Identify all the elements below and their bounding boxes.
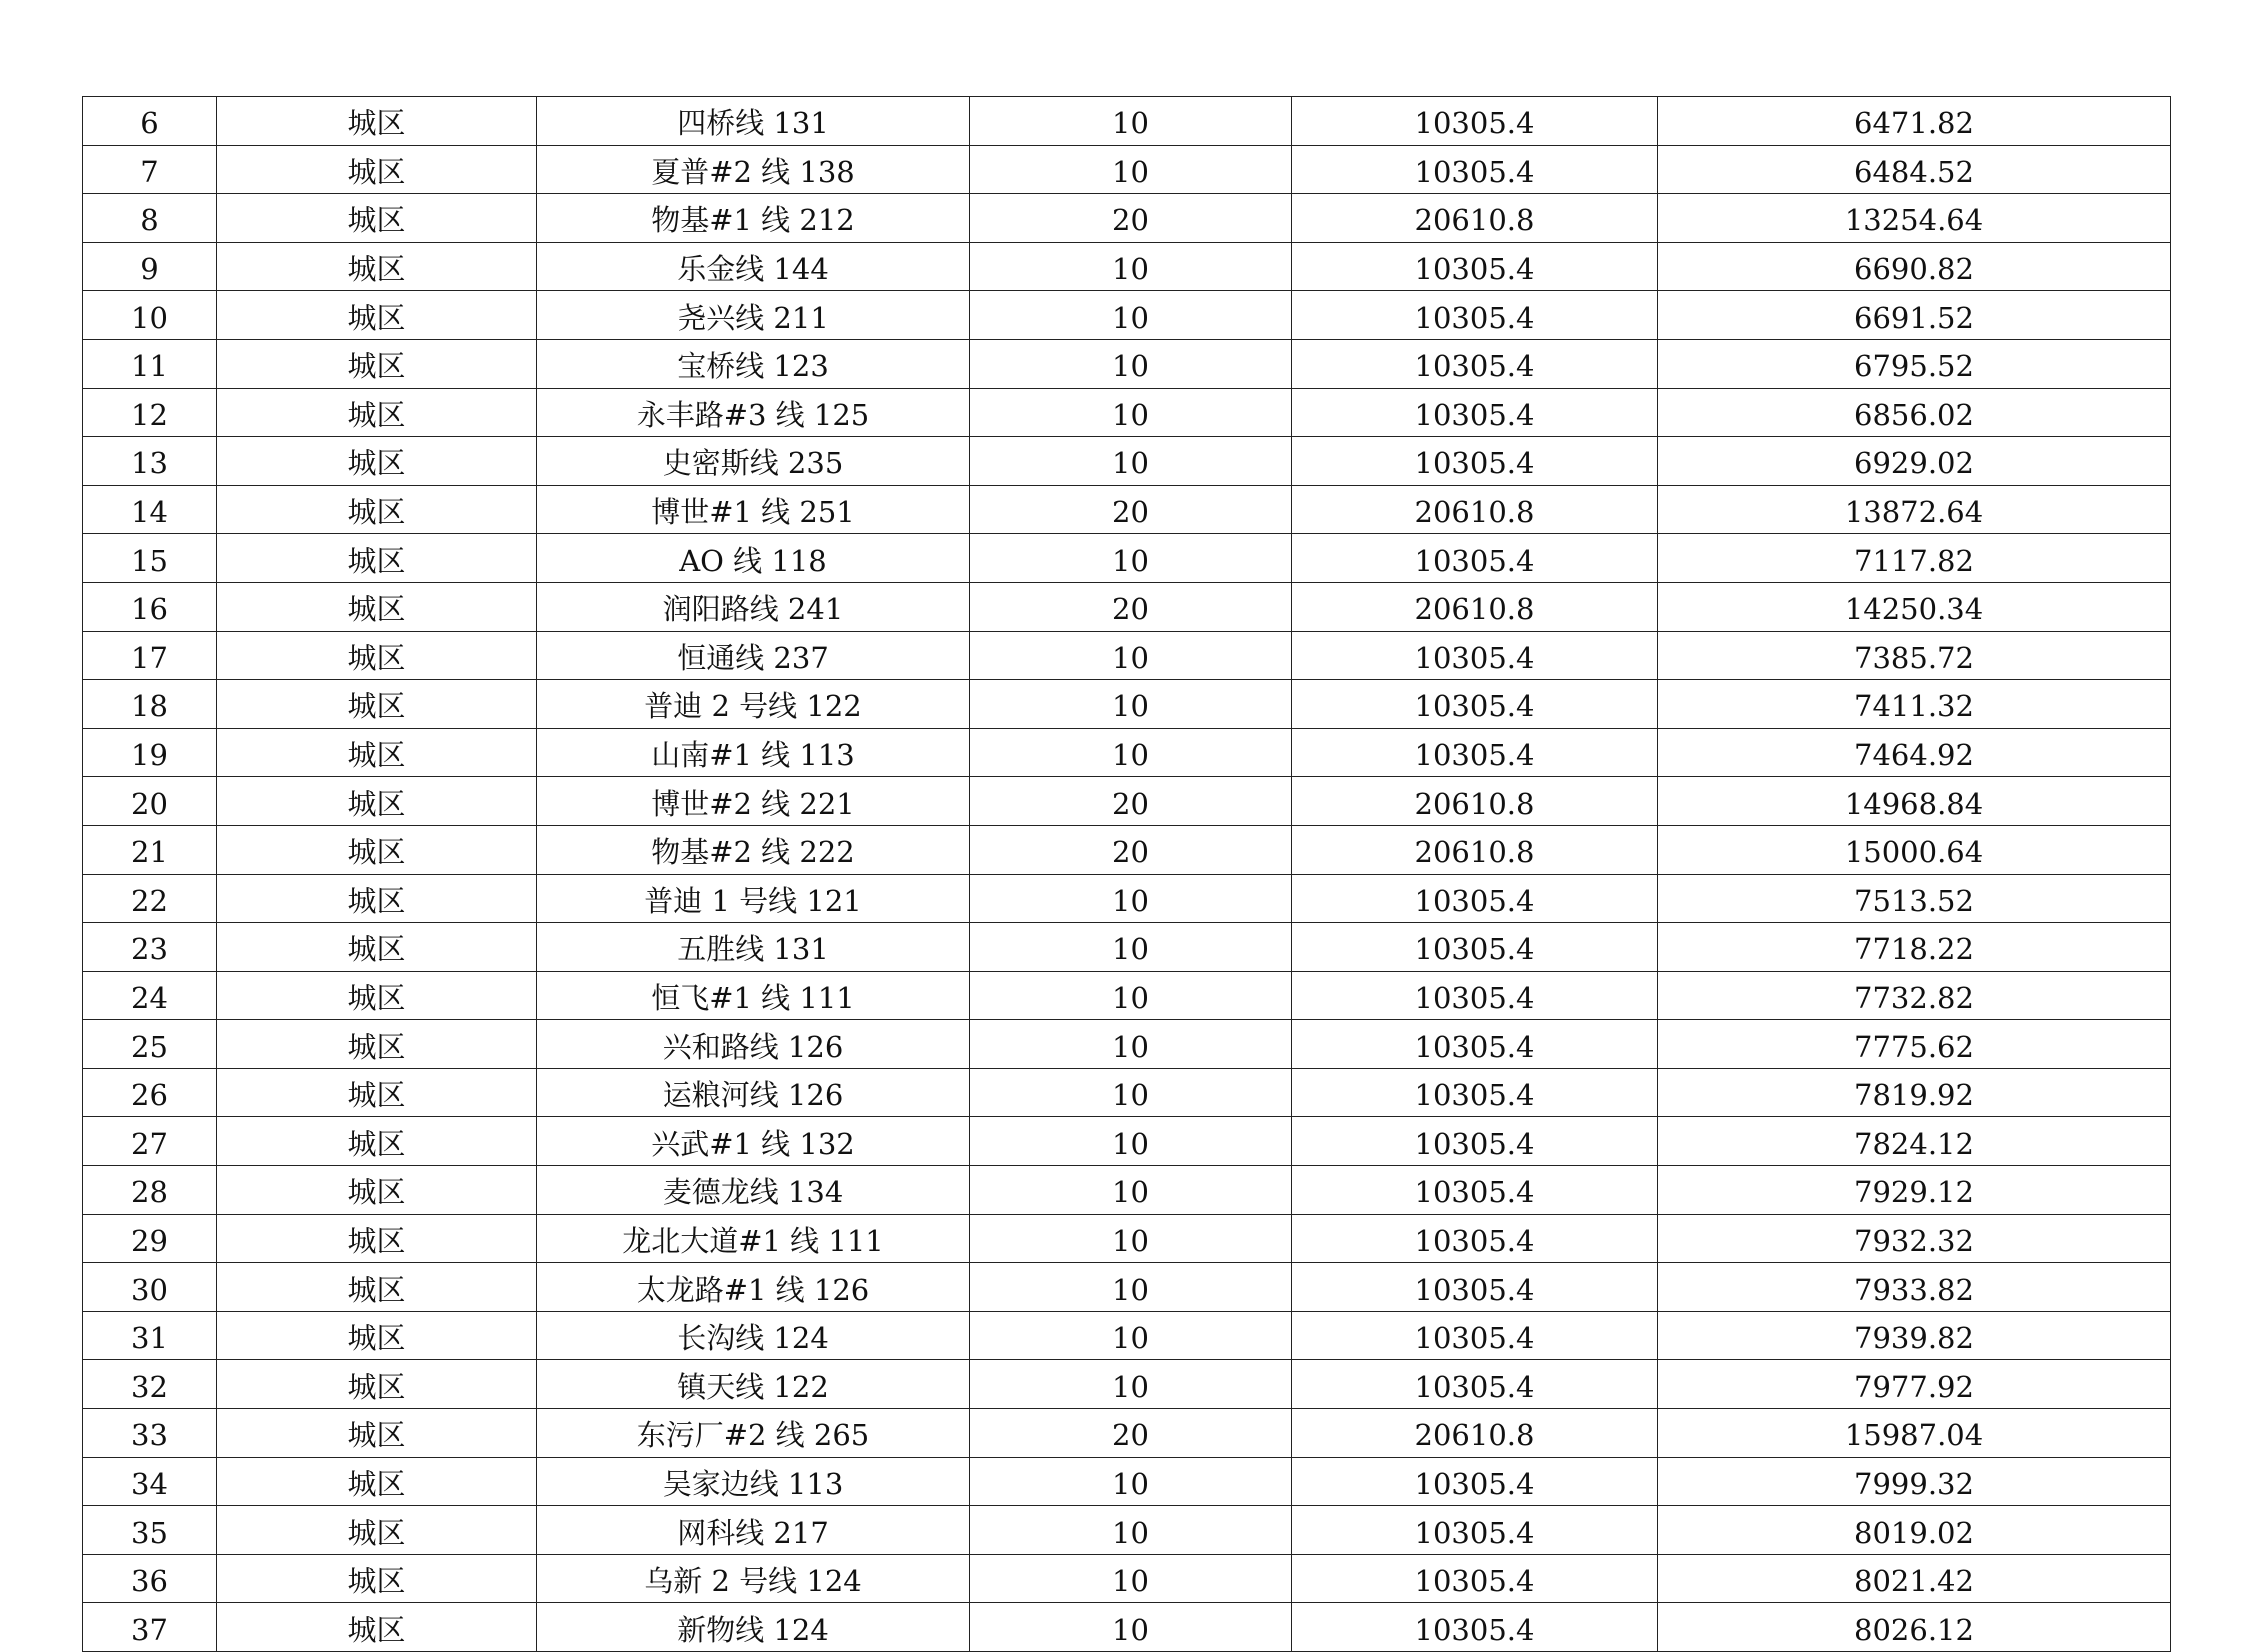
area-cell: 城区 (217, 1506, 537, 1555)
limit-value-cell: 20610.8 (1292, 825, 1658, 874)
row-number-cell: 8 (83, 194, 217, 243)
load-value-cell: 13872.64 (1658, 485, 2171, 534)
load-value-cell: 6471.82 (1658, 97, 2171, 146)
limit-value-cell: 10305.4 (1292, 339, 1658, 388)
load-value-cell: 8021.42 (1658, 1554, 2171, 1603)
load-value-cell: 7411.32 (1658, 680, 2171, 729)
row-number-cell: 19 (83, 728, 217, 777)
area-cell: 城区 (217, 339, 537, 388)
table-row (83, 971, 2171, 1020)
area-cell: 城区 (217, 1554, 537, 1603)
area-cell: 城区 (217, 1457, 537, 1506)
line-name-cell: 博世#1 线 251 (537, 485, 970, 534)
capacity-cell: 20 (970, 485, 1292, 534)
area-cell: 城区 (217, 485, 537, 534)
row-number-cell: 35 (83, 1506, 217, 1555)
data-table (82, 96, 2171, 1652)
capacity-cell: 10 (970, 631, 1292, 680)
area-cell: 城区 (217, 97, 537, 146)
limit-value-cell: 10305.4 (1292, 1117, 1658, 1166)
load-value-cell: 15000.64 (1658, 825, 2171, 874)
load-value-cell: 13254.64 (1658, 194, 2171, 243)
capacity-cell: 10 (970, 145, 1292, 194)
load-value-cell: 6691.52 (1658, 291, 2171, 340)
area-cell: 城区 (217, 728, 537, 777)
limit-value-cell: 10305.4 (1292, 631, 1658, 680)
load-value-cell: 6690.82 (1658, 242, 2171, 291)
line-name-cell: AO 线 118 (537, 534, 970, 583)
capacity-cell: 10 (970, 437, 1292, 486)
table-row (83, 1603, 2171, 1652)
capacity-cell: 10 (970, 1457, 1292, 1506)
area-cell: 城区 (217, 194, 537, 243)
load-value-cell: 6856.02 (1658, 388, 2171, 437)
limit-value-cell: 10305.4 (1292, 971, 1658, 1020)
load-value-cell: 7933.82 (1658, 1263, 2171, 1312)
capacity-cell: 10 (970, 923, 1292, 972)
limit-value-cell: 10305.4 (1292, 437, 1658, 486)
table-row (83, 1214, 2171, 1263)
line-name-cell: 东污厂#2 线 265 (537, 1409, 970, 1458)
line-name-cell: 乐金线 144 (537, 242, 970, 291)
line-name-cell: 太龙路#1 线 126 (537, 1263, 970, 1312)
load-value-cell: 7385.72 (1658, 631, 2171, 680)
load-value-cell: 7464.92 (1658, 728, 2171, 777)
limit-value-cell: 10305.4 (1292, 1311, 1658, 1360)
row-number-cell: 34 (83, 1457, 217, 1506)
table-row (83, 1020, 2171, 1069)
load-value-cell: 7977.92 (1658, 1360, 2171, 1409)
line-name-cell: 兴和路线 126 (537, 1020, 970, 1069)
capacity-cell: 10 (970, 1603, 1292, 1652)
area-cell: 城区 (217, 1117, 537, 1166)
line-name-cell: 乌新 2 号线 124 (537, 1554, 970, 1603)
line-name-cell: 润阳路线 241 (537, 582, 970, 631)
capacity-cell: 10 (970, 874, 1292, 923)
row-number-cell: 21 (83, 825, 217, 874)
capacity-cell: 20 (970, 582, 1292, 631)
line-name-cell: 镇天线 122 (537, 1360, 970, 1409)
table-row (83, 388, 2171, 437)
line-name-cell: 物基#1 线 212 (537, 194, 970, 243)
row-number-cell: 33 (83, 1409, 217, 1458)
line-name-cell: 恒通线 237 (537, 631, 970, 680)
table-row (83, 145, 2171, 194)
capacity-cell: 10 (970, 1506, 1292, 1555)
area-cell: 城区 (217, 777, 537, 826)
capacity-cell: 20 (970, 1409, 1292, 1458)
area-cell: 城区 (217, 1603, 537, 1652)
limit-value-cell: 20610.8 (1292, 485, 1658, 534)
limit-value-cell: 10305.4 (1292, 1214, 1658, 1263)
table-row (83, 485, 2171, 534)
load-value-cell: 8026.12 (1658, 1603, 2171, 1652)
load-value-cell: 7513.52 (1658, 874, 2171, 923)
line-name-cell: 吴家边线 113 (537, 1457, 970, 1506)
limit-value-cell: 10305.4 (1292, 1554, 1658, 1603)
line-name-cell: 宝桥线 123 (537, 339, 970, 388)
capacity-cell: 10 (970, 1020, 1292, 1069)
load-value-cell: 7929.12 (1658, 1166, 2171, 1215)
load-value-cell: 7117.82 (1658, 534, 2171, 583)
row-number-cell: 12 (83, 388, 217, 437)
line-name-cell: 四桥线 131 (537, 97, 970, 146)
area-cell: 城区 (217, 1214, 537, 1263)
row-number-cell: 37 (83, 1603, 217, 1652)
limit-value-cell: 10305.4 (1292, 1506, 1658, 1555)
table-row (83, 194, 2171, 243)
limit-value-cell: 10305.4 (1292, 145, 1658, 194)
capacity-cell: 10 (970, 728, 1292, 777)
table-row (83, 1166, 2171, 1215)
line-name-cell: 麦德龙线 134 (537, 1166, 970, 1215)
capacity-cell: 10 (970, 97, 1292, 146)
load-value-cell: 6929.02 (1658, 437, 2171, 486)
line-name-cell: 龙北大道#1 线 111 (537, 1214, 970, 1263)
area-cell: 城区 (217, 923, 537, 972)
table-row (83, 1409, 2171, 1458)
row-number-cell: 23 (83, 923, 217, 972)
limit-value-cell: 10305.4 (1292, 1360, 1658, 1409)
capacity-cell: 10 (970, 1554, 1292, 1603)
table-row (83, 1457, 2171, 1506)
area-cell: 城区 (217, 1263, 537, 1312)
row-number-cell: 9 (83, 242, 217, 291)
capacity-cell: 20 (970, 194, 1292, 243)
table-row (83, 825, 2171, 874)
line-name-cell: 新物线 124 (537, 1603, 970, 1652)
row-number-cell: 28 (83, 1166, 217, 1215)
area-cell: 城区 (217, 242, 537, 291)
row-number-cell: 24 (83, 971, 217, 1020)
limit-value-cell: 10305.4 (1292, 242, 1658, 291)
area-cell: 城区 (217, 582, 537, 631)
table-row (83, 1311, 2171, 1360)
row-number-cell: 6 (83, 97, 217, 146)
area-cell: 城区 (217, 1166, 537, 1215)
limit-value-cell: 10305.4 (1292, 388, 1658, 437)
table-row (83, 728, 2171, 777)
line-name-cell: 山南#1 线 113 (537, 728, 970, 777)
capacity-cell: 10 (970, 388, 1292, 437)
limit-value-cell: 10305.4 (1292, 534, 1658, 583)
limit-value-cell: 10305.4 (1292, 1068, 1658, 1117)
table-row (83, 582, 2171, 631)
limit-value-cell: 20610.8 (1292, 777, 1658, 826)
load-value-cell: 7999.32 (1658, 1457, 2171, 1506)
limit-value-cell: 10305.4 (1292, 1603, 1658, 1652)
line-name-cell: 永丰路#3 线 125 (537, 388, 970, 437)
line-name-cell: 物基#2 线 222 (537, 825, 970, 874)
area-cell: 城区 (217, 534, 537, 583)
line-name-cell: 五胜线 131 (537, 923, 970, 972)
load-value-cell: 7932.32 (1658, 1214, 2171, 1263)
table-row (83, 97, 2171, 146)
table-row (83, 339, 2171, 388)
capacity-cell: 10 (970, 1311, 1292, 1360)
row-number-cell: 18 (83, 680, 217, 729)
limit-value-cell: 10305.4 (1292, 1020, 1658, 1069)
load-value-cell: 7824.12 (1658, 1117, 2171, 1166)
table-row (83, 923, 2171, 972)
area-cell: 城区 (217, 1311, 537, 1360)
row-number-cell: 14 (83, 485, 217, 534)
row-number-cell: 13 (83, 437, 217, 486)
table-row (83, 1117, 2171, 1166)
row-number-cell: 29 (83, 1214, 217, 1263)
row-number-cell: 27 (83, 1117, 217, 1166)
table-body (83, 97, 2171, 1652)
row-number-cell: 15 (83, 534, 217, 583)
table-row (83, 1554, 2171, 1603)
limit-value-cell: 10305.4 (1292, 1166, 1658, 1215)
capacity-cell: 10 (970, 1214, 1292, 1263)
area-cell: 城区 (217, 971, 537, 1020)
table-row (83, 777, 2171, 826)
row-number-cell: 10 (83, 291, 217, 340)
limit-value-cell: 10305.4 (1292, 97, 1658, 146)
row-number-cell: 25 (83, 1020, 217, 1069)
row-number-cell: 32 (83, 1360, 217, 1409)
load-value-cell: 7775.62 (1658, 1020, 2171, 1069)
capacity-cell: 10 (970, 1166, 1292, 1215)
line-name-cell: 长沟线 124 (537, 1311, 970, 1360)
area-cell: 城区 (217, 874, 537, 923)
row-number-cell: 7 (83, 145, 217, 194)
capacity-cell: 10 (970, 1117, 1292, 1166)
limit-value-cell: 20610.8 (1292, 1409, 1658, 1458)
load-value-cell: 15987.04 (1658, 1409, 2171, 1458)
capacity-cell: 10 (970, 1263, 1292, 1312)
area-cell: 城区 (217, 1409, 537, 1458)
table-row (83, 1506, 2171, 1555)
line-name-cell: 普迪 1 号线 121 (537, 874, 970, 923)
line-name-cell: 网科线 217 (537, 1506, 970, 1555)
row-number-cell: 30 (83, 1263, 217, 1312)
capacity-cell: 10 (970, 291, 1292, 340)
capacity-cell: 10 (970, 680, 1292, 729)
capacity-cell: 10 (970, 339, 1292, 388)
load-value-cell: 7819.92 (1658, 1068, 2171, 1117)
capacity-cell: 10 (970, 534, 1292, 583)
area-cell: 城区 (217, 388, 537, 437)
limit-value-cell: 10305.4 (1292, 728, 1658, 777)
area-cell: 城区 (217, 1360, 537, 1409)
limit-value-cell: 10305.4 (1292, 1457, 1658, 1506)
table-row (83, 1263, 2171, 1312)
capacity-cell: 10 (970, 242, 1292, 291)
line-name-cell: 史密斯线 235 (537, 437, 970, 486)
area-cell: 城区 (217, 291, 537, 340)
capacity-cell: 10 (970, 971, 1292, 1020)
row-number-cell: 36 (83, 1554, 217, 1603)
table-row (83, 534, 2171, 583)
row-number-cell: 17 (83, 631, 217, 680)
line-name-cell: 博世#2 线 221 (537, 777, 970, 826)
table-row (83, 242, 2171, 291)
capacity-cell: 20 (970, 777, 1292, 826)
row-number-cell: 22 (83, 874, 217, 923)
table-row (83, 1068, 2171, 1117)
line-name-cell: 尧兴线 211 (537, 291, 970, 340)
area-cell: 城区 (217, 1068, 537, 1117)
table-row (83, 680, 2171, 729)
load-value-cell: 7939.82 (1658, 1311, 2171, 1360)
capacity-cell: 10 (970, 1360, 1292, 1409)
load-value-cell: 14968.84 (1658, 777, 2171, 826)
area-cell: 城区 (217, 825, 537, 874)
limit-value-cell: 20610.8 (1292, 194, 1658, 243)
limit-value-cell: 10305.4 (1292, 1263, 1658, 1312)
load-value-cell: 6795.52 (1658, 339, 2171, 388)
capacity-cell: 20 (970, 825, 1292, 874)
limit-value-cell: 10305.4 (1292, 291, 1658, 340)
row-number-cell: 31 (83, 1311, 217, 1360)
area-cell: 城区 (217, 1020, 537, 1069)
line-name-cell: 恒飞#1 线 111 (537, 971, 970, 1020)
limit-value-cell: 10305.4 (1292, 923, 1658, 972)
area-cell: 城区 (217, 680, 537, 729)
area-cell: 城区 (217, 437, 537, 486)
row-number-cell: 11 (83, 339, 217, 388)
capacity-cell: 10 (970, 1068, 1292, 1117)
row-number-cell: 16 (83, 582, 217, 631)
line-name-cell: 夏普#2 线 138 (537, 145, 970, 194)
area-cell: 城区 (217, 631, 537, 680)
line-name-cell: 运粮河线 126 (537, 1068, 970, 1117)
load-value-cell: 8019.02 (1658, 1506, 2171, 1555)
area-cell: 城区 (217, 145, 537, 194)
limit-value-cell: 10305.4 (1292, 874, 1658, 923)
line-name-cell: 普迪 2 号线 122 (537, 680, 970, 729)
table-row (83, 1360, 2171, 1409)
table-row (83, 437, 2171, 486)
row-number-cell: 26 (83, 1068, 217, 1117)
load-value-cell: 7732.82 (1658, 971, 2171, 1020)
table-row (83, 874, 2171, 923)
limit-value-cell: 10305.4 (1292, 680, 1658, 729)
load-value-cell: 6484.52 (1658, 145, 2171, 194)
row-number-cell: 20 (83, 777, 217, 826)
limit-value-cell: 20610.8 (1292, 582, 1658, 631)
line-name-cell: 兴武#1 线 132 (537, 1117, 970, 1166)
load-value-cell: 7718.22 (1658, 923, 2171, 972)
load-value-cell: 14250.34 (1658, 582, 2171, 631)
table-row (83, 291, 2171, 340)
table-row (83, 631, 2171, 680)
